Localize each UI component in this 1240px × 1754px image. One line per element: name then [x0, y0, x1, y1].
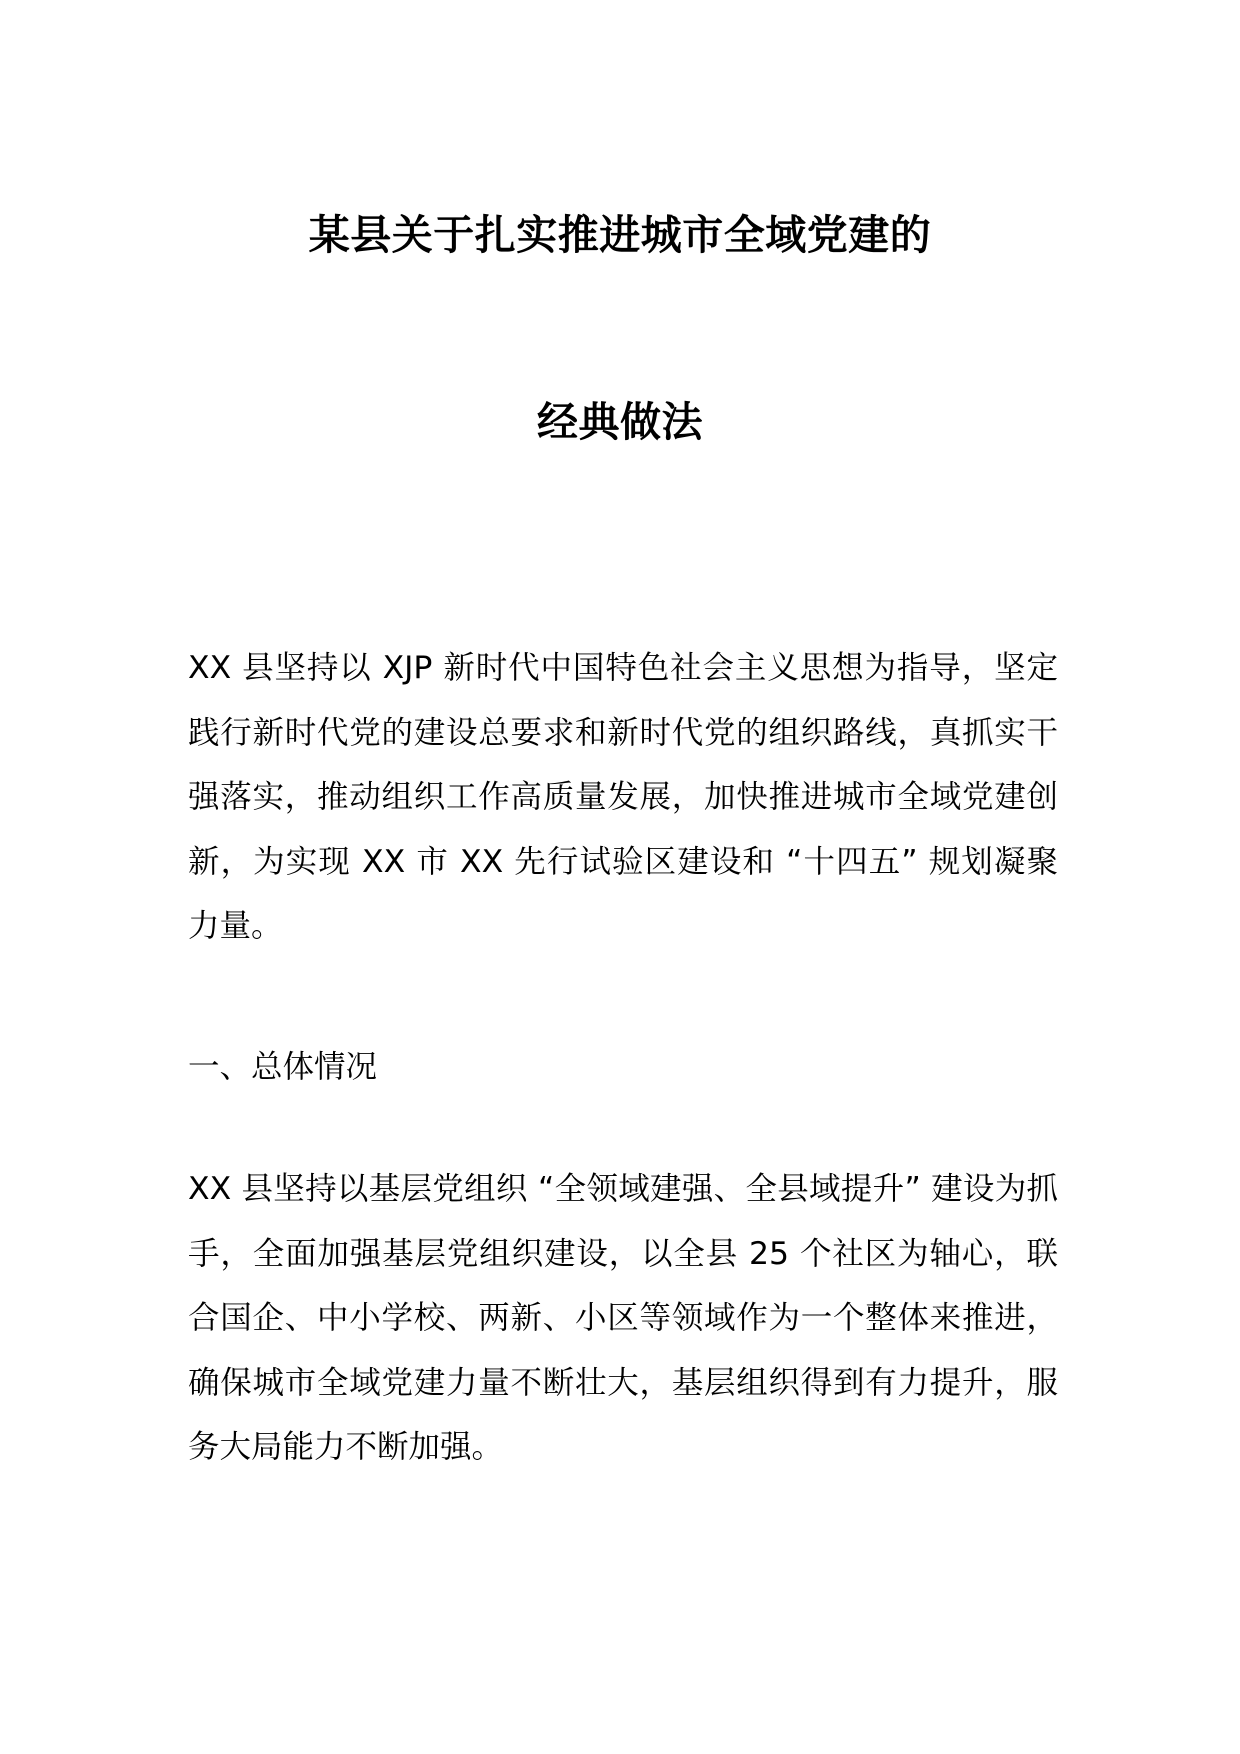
overview-paragraph: XX 县坚持以基层党组织 “全领域建强、全县域提升” 建设为抓手，全面加强基层党组织建设，以全县 25 个社区为轴心，联合国企、中小学校、两新、小区等领域作为一个整体来推进，确保城市全域党建力量不断壮大，基层组织得到有力提升，服务大局能力不断加强。	[188, 1171, 1058, 1465]
section-heading-overview: 一、总体情况	[188, 1049, 378, 1085]
intro-paragraph: XX 县坚持以 XJP 新时代中国特色社会主义思想为指导，坚定践行新时代党的建设总要求和新时代党的组织路线，真抓实干强落实，推动组织工作高质量发展，加快推进城市全域党建创新，为实现 XX 市 XX 先行试验区建设和 “十四五” 规划凝聚力量。	[188, 650, 1058, 944]
document-title-line-2: 经典做法	[537, 398, 703, 446]
document-title-line-1: 某县关于扎实推进城市全域党建的	[308, 211, 932, 259]
